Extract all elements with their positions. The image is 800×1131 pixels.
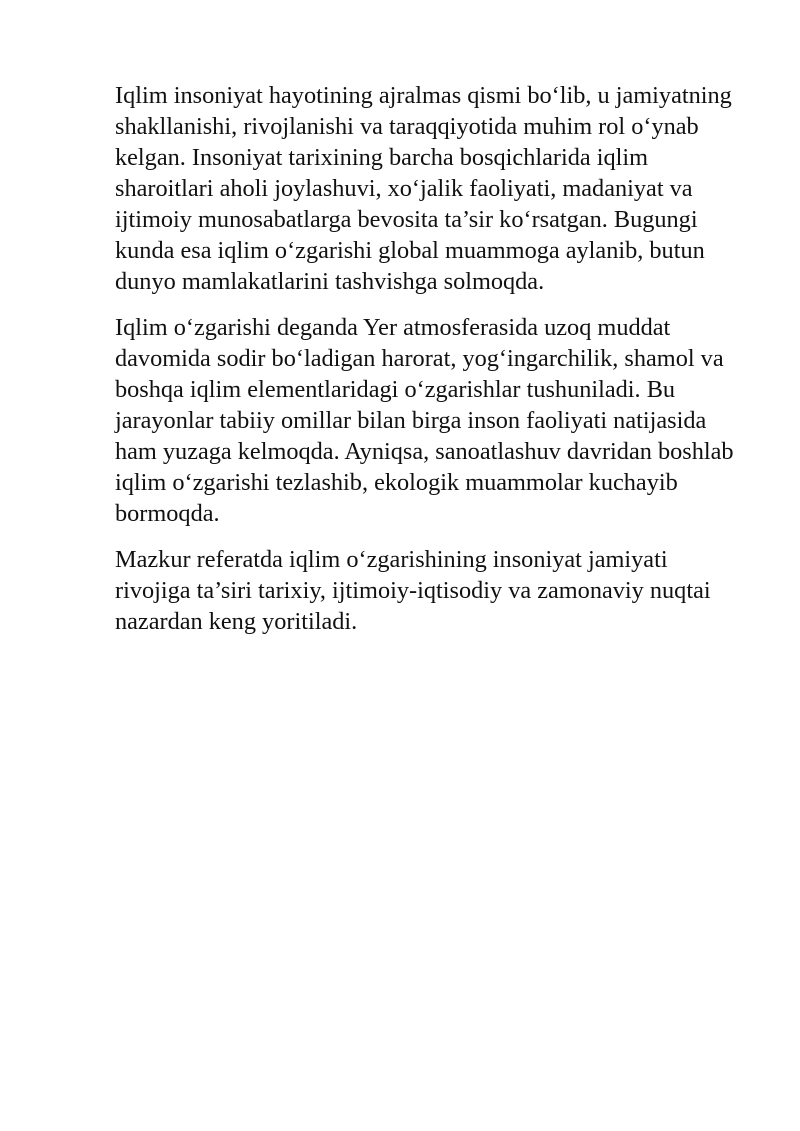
paragraph-3: Mazkur referatda iqlim o‘zgarishining insoniyat jamiyati rivojiga ta’siri tarixiy, ijtimoiy-iqtisodiy va zamonaviy nuqtai nazardan keng yoritiladi.: [115, 546, 711, 635]
paragraph-1: Iqlim insoniyat hayotining ajralmas qismi bo‘lib, u jamiyatning shakllanishi, rivojlanishi va taraqqiyotida muhim rol o‘ynab kelgan. Insoniyat tarixining barcha bosqichlarida iqlim sharoitlari aholi joylashuvi, xo‘jalik faoliyati, madaniyat va ijtimoiy munosabatlarga bevosita ta’sir ko‘rsatgan. Bugungi kunda esa iqlim o‘zgarishi global muammoga aylanib, butun dunyo mamlakatlarini tashvishga solmoqda.: [115, 82, 732, 295]
paragraph-2: Iqlim o‘zgarishi deganda Yer atmosferasida uzoq muddat davomida sodir bo‘ladigan harorat, yog‘ingarchilik, shamol va boshqa iqlim elementlaridagi o‘zgarishlar tushuniladi. Bu jarayonlar tabiiy omillar bilan birga inson faoliyati natijasida ham yuzaga kelmoqda. Ayniqsa, sanoatlashuv davridan boshlab iqlim o‘zgarishi tezlashib, ekologik muammolar kuchayib bormoqda.: [115, 314, 734, 527]
document-body: [115, 80, 740, 652]
